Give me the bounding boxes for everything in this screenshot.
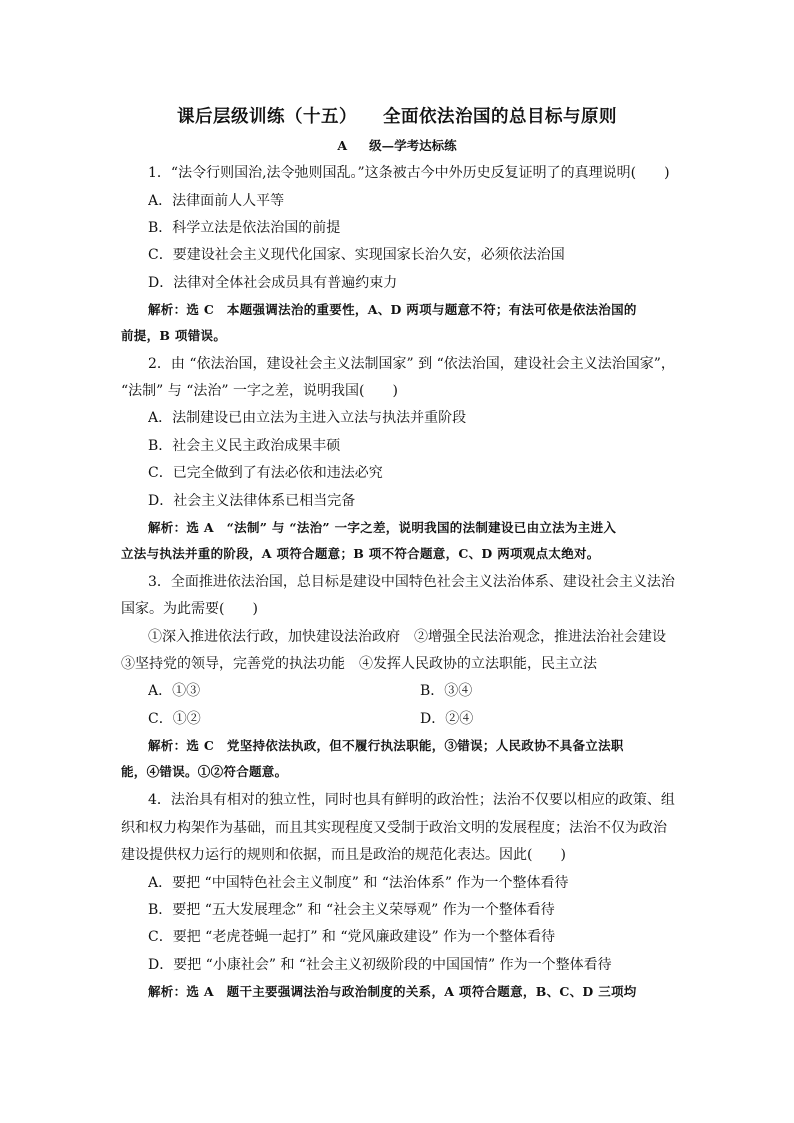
q1-option-d: D．法律对全体社会成员具有普遍约束力 <box>148 275 398 291</box>
q2-option-d: D．社会主义法律体系已相当完备 <box>148 493 356 509</box>
page-title <box>0 103 794 128</box>
q1-stem: 1．“法令行则国治,法令弛则国乱。”这条被古今中外历史反复证明了的真理说明( ) <box>148 165 670 181</box>
section-heading <box>0 136 794 154</box>
q1-option-b: B．科学立法是依法治国的前提 <box>148 220 341 236</box>
title-left: 课后层级训练（十五） <box>177 107 357 127</box>
q1-option-c: C．要建设社会主义现代化国家、实现国家长治久安，必须依法治国 <box>148 247 565 263</box>
q3-statements-line-1: ①深入推进依法行政，加快建设法治政府 ②增强全民法治观念，推进法治社会建设 <box>148 629 666 645</box>
q4-analysis-line-1: 解析：选 A 题干主要强调法治与政治制度的关系，A 项符合题意，B、C、D 三项均 <box>148 984 637 999</box>
q2-stem-line-2: “法制” 与 “法治” 一字之差，说明我国( ) <box>121 383 398 399</box>
q1-option-a: A．法律面前人人平等 <box>148 193 285 209</box>
q3-analysis-line-2: 能，④错误。①②符合题意。 <box>121 764 288 779</box>
q3-option-a: A．①③ <box>148 683 201 699</box>
q3-analysis-line-1: 解析：选 C 党坚持依法执政，但不履行执法职能，③错误；人民政协不具备立法职 <box>148 738 624 753</box>
q4-stem-line-1: 4．法治具有相对的独立性，同时也具有鲜明的政治性；法治不仅要以相应的政策、组 <box>148 792 675 808</box>
q3-stem-line-1: 3．全面推进依法治国，总目标是建设中国特色社会主义法治体系、建设社会主义法治 <box>148 574 675 590</box>
q1-analysis-line-1: 解析：选 C 本题强调法治的重要性，A、D 两项与题意不符；有法可依是依法治国的 <box>148 302 637 317</box>
q2-analysis-line-1: 解析：选 A “法制” 与 “法治” 一字之差，说明我国的法制建设已由立法为主进入 <box>148 520 617 535</box>
q2-option-a: A．法制建设已由立法为主进入立法与执法并重阶段 <box>148 410 467 426</box>
q3-option-d: D．②④ <box>420 711 474 727</box>
q4-stem-line-2: 织和权力构架作为基础，而且其实现程度又受制于政治文明的发展程度；法治不仅为政治 <box>121 820 667 836</box>
q2-option-b: B．社会主义民主政治成果丰硕 <box>148 438 341 454</box>
q1-analysis-line-2: 前提，B 项错误。 <box>121 328 227 343</box>
q4-option-b: B．要把 “五大发展理念” 和 “社会主义荣辱观” 作为一个整体看待 <box>148 902 555 918</box>
q2-option-c: C．已完全做到了有法必依和违法必究 <box>148 465 383 481</box>
q4-option-c: C．要把 “老虎苍蝇一起打” 和 “党风廉政建设” 作为一个整体看待 <box>148 929 556 945</box>
q4-option-d: D．要把 “小康社会” 和 “社会主义初级阶段的中国国情” 作为一个整体看待 <box>148 957 612 973</box>
section-level: A <box>337 138 348 153</box>
q2-stem-line-1: 2．由 “依法治国，建设社会主义法制国家” 到 “依法治国，建设社会主义法治国家”， <box>148 356 675 372</box>
q4-option-a: A．要把 “中国特色社会主义制度” 和 “法治体系” 作为一个整体看待 <box>148 875 569 891</box>
q3-option-b: B．③④ <box>420 683 473 699</box>
q2-analysis-line-2: 立法与执法并重的阶段，A 项符合题意；B 项不符合题意，C、D 两项观点太绝对。 <box>121 546 600 561</box>
q3-option-c: C．①② <box>148 711 201 727</box>
q4-stem-line-3: 建设提供权力运行的规则和依据，而且是政治的规范化表达。因此( ) <box>121 847 566 863</box>
section-name: 级—学考达标练 <box>369 138 457 153</box>
q3-stem-line-2: 国家。为此需要( ) <box>121 601 258 617</box>
title-right: 全面依法治国的总目标与原则 <box>383 107 617 127</box>
q3-statements-line-2: ③坚持党的领导，完善党的执法功能 ④发挥人民政协的立法职能，民主立法 <box>121 656 597 672</box>
